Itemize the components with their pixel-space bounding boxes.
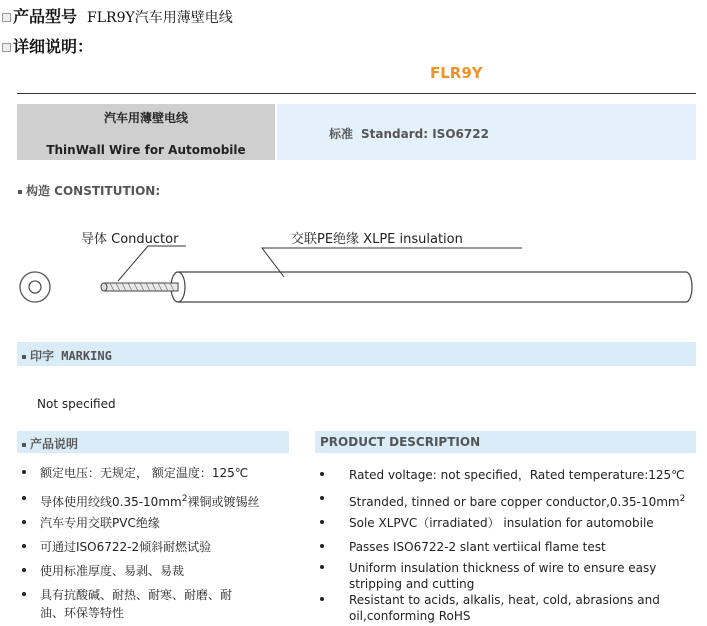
square-bullet-icon xyxy=(22,355,26,359)
bullet-icon xyxy=(2,43,11,52)
spec-name-cn: 汽车用薄壁电线 xyxy=(103,111,188,125)
constitution-heading xyxy=(18,182,160,199)
marking-bar xyxy=(17,342,696,366)
detail-line xyxy=(2,34,93,57)
wire-diagram xyxy=(0,215,707,325)
conductor-strand xyxy=(101,283,178,291)
insulation-jacket xyxy=(171,272,692,302)
description-en-heading: PRODUCT DESCRIPTION xyxy=(320,435,481,449)
description-cn-heading xyxy=(22,435,78,452)
detail-label: 详细说明： xyxy=(13,37,94,56)
description-cn-heading-text: 产品说明 xyxy=(30,437,79,451)
spec-name-cell xyxy=(17,104,275,160)
marking-value: Not specified xyxy=(37,397,116,411)
marking-heading-text: 印字 MARKING xyxy=(30,349,112,363)
spec-name-en: ThinWall Wire for Automobile xyxy=(46,143,246,157)
product-model-label: 产品型号 xyxy=(13,7,78,26)
product-model-line xyxy=(2,4,233,27)
spec-standard-cell xyxy=(277,104,696,160)
marking-heading xyxy=(22,347,112,364)
description-cn-list: 额定电压：无规定， 额定温度：125℃ 导体使用绞线$0.35-10mm^2$裸铜或镀锡丝 汽车专用交联PVC绝缘 可通过ISO6722-2倾斜耐燃试验 使用标准厚度、易剥、易裁 具有抗酸碱、耐热、耐寒、耐磨、耐 油、环保等特性 xyxy=(22,465,292,625)
square-bullet-icon xyxy=(18,190,22,194)
standard-label: 标准 xyxy=(329,127,354,141)
conductor-label: 导体 Conductor xyxy=(81,232,179,247)
standard-text xyxy=(329,125,489,142)
description-en-list: Rated voltage: not specified，Rated temperature:125℃ Stranded, tinned or bare copper $conductor,0.35-10mm^2$ Sole XLPVC（irradiated） insulation for automobile Passes ISO6722-2 slant vertiical flame test Uniform insulation thickness of wire to ensure easy stripping and cutting Resistant to acids, alkalis, heat, cold, abrasions and oil,conforming RoHS xyxy=(320,465,700,625)
bullet-icon xyxy=(2,13,11,22)
product-model-value: FLR9Y汽车用薄壁电线 xyxy=(87,10,233,26)
standard-value: Standard: ISO6722 xyxy=(361,127,489,141)
insulation-label: 交联PE绝缘 XLPE insulation xyxy=(291,232,463,247)
square-bullet-icon xyxy=(22,443,26,447)
model-name: FLR9Y xyxy=(430,64,483,82)
wire-cross-section xyxy=(20,272,50,302)
divider xyxy=(17,93,696,94)
constitution-heading-text: 构造 CONSTITUTION: xyxy=(26,184,161,198)
